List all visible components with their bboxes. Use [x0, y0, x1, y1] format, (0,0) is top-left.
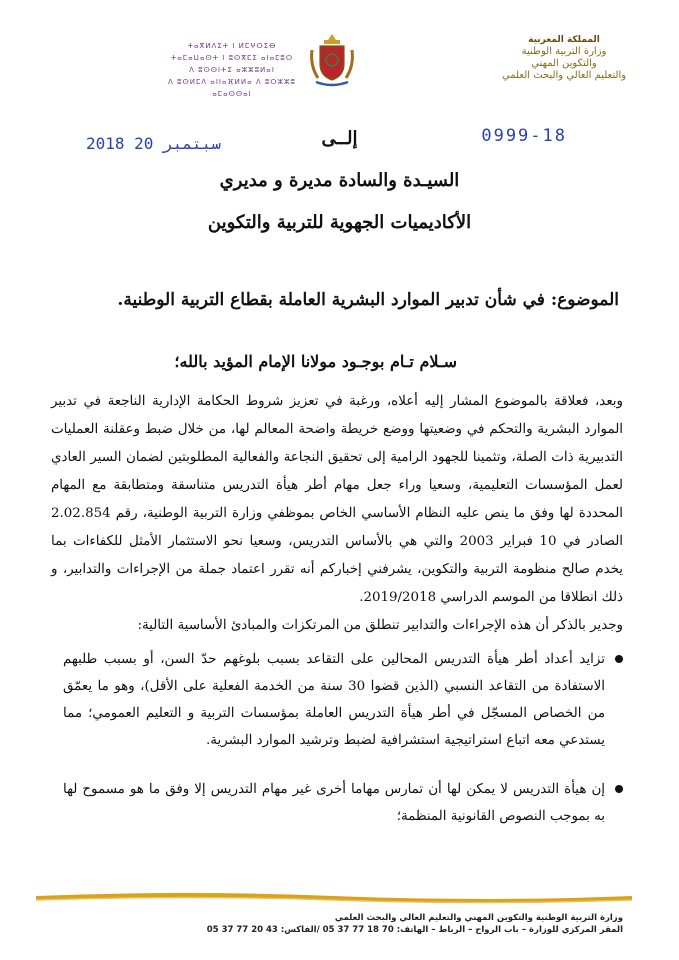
header-line-4: والتعليم العالي والبحث العلمي: [501, 70, 627, 81]
subject-line: [59, 290, 619, 310]
ministry-header-tifinagh: [152, 40, 312, 100]
royal-emblem-icon: [306, 30, 358, 90]
principles-list: [63, 646, 623, 852]
reference-number: 0999-18: [481, 126, 567, 146]
tifinagh-line-4: ⴷ ⵓⵙⵍⵎⴷ ⴰⵏⵏⴰⴼⵍⵍⴰ ⴷ ⵓⵔⵣⵣⵓ ⴰⵎⴰⵙⵙⴰⵏ: [168, 78, 296, 98]
bullet-icon: [615, 785, 623, 793]
list-item: [63, 776, 623, 830]
footer-line-1: وزارة التربية الوطنية والتكوين المهني والتعليم العالي والبحث العلمي: [334, 913, 623, 923]
list-item: [63, 646, 623, 754]
bullet-icon: [615, 655, 623, 663]
recipient-line-2: الأكاديميات الجهوية للتربية والتكوين: [207, 212, 472, 233]
tifinagh-line-3: ⴷ ⵓⵙⵙⵏⵜⵉ ⴰⵣⵣⵓⵍⴰⵏ: [189, 66, 275, 74]
subject-text: في شأن تدبير الموارد البشرية العاملة بقطاع التربية الوطنية.: [117, 290, 545, 310]
ministry-header-arabic: [489, 34, 639, 82]
recipient-to: إلــى: [321, 128, 358, 149]
greeting: سـلام تـام بوجـود مولانا الإمام المؤيد بالله؛: [174, 352, 457, 371]
footer-divider: [36, 892, 632, 904]
header-line-1: المملكة المغربية: [528, 35, 600, 45]
header-line-2: وزارة التربية الوطنية: [521, 46, 607, 57]
tifinagh-line-2: ⵜⴰⵎⴰⵡⴰⵙⵜ ⵏ ⵓⵙⴳⵎⵉ ⴰⵏⴰⵎⵓⵔ: [170, 54, 294, 62]
recipient-line-1: السيـدة والسادة مديرة و مديري: [219, 170, 460, 191]
list-item-text: تزايد أعداد أطر هيأة التدريس المحالين على التقاعد بسبب بلوغهم حدّ السن، أو بسبب طلبهم الاستفادة من التقاعد النسبي (الذين قضوا 30 سنة من الخدمة الفعلية على الأقل)، وهو ما يعمّق من الخصاص المسجّل في أطر هيأة التدريس العاملة بمؤسسات التربية و التعليم العمومي؛ مما يستدعي معه اتباع استراتيجية استشرافية لضبط وترشيد الموارد البشرية.: [63, 652, 605, 748]
tifinagh-line-1: ⵜⴰⴳⵍⴷⵉⵜ ⵏ ⵍⵎⵖⵔⵉⴱ: [187, 42, 277, 50]
body-paragraph: وبعد، فعلاقة بالموضوع المشار إليه أعلاه، ورغبة في تعزيز شروط الحكامة الإدارية الناجعة في تدبير الموارد البشرية والتحكم في وضعيتها ووضع خريطة واضحة المعالم لها، من خلال ضبط وعقلنة العمليات التدبيرية ذات الصلة، وتثمينا للجهود الرامية إلى تحقيق النجاعة والفعالية المطلوبتين لضمان السير العادي لعمل المؤسسات التعليمية، وسعيا وراء جعل مهام أطر هيأة التدريس متناسقة ومتطابقة مع المهام المحددة لها وفق ما ينص عليه النظام الأساسي الخاص بموظفي وزارة التربية الوطنية، رقم 2.02.854 الصادر في 10 فبراير 2003 والتي هي بالأساس التدريس، وسعيا نحو الاستثمار الأمثل للكفاءات بما يخدم صالح منظومة التربية والتكوين، يشرفني إخباركم أنه تقرر اعتماد جملة من الإجراءات والتدابير، و ذلك انطلاقا من الموسم الدراسي 2019/2018.: [51, 394, 623, 605]
date-stamp: 2018 سبتمبر 20: [86, 134, 221, 153]
header-line-3: والتكوين المهني: [531, 58, 597, 69]
footer-line-2: المقر المركزي للوزارة – باب الرواح – الرباط – الهاتف: 70 18 77 37 05 /الفاكس: 43 20 77 37 05: [206, 925, 623, 935]
principles-intro: وجدير بالذكر أن هذه الإجراءات والتدابير تنطلق من المرتكزات والمبادئ الأساسية التالية:: [137, 618, 623, 633]
subject-label: الموضوع:: [550, 290, 619, 310]
list-item-text: إن هيأة التدريس لا يمكن لها أن تمارس مهاما أخرى غير مهام التدريس إلا وفق ما هو مسموح لها به بموجب النصوص القانونية المنظمة؛: [63, 782, 605, 824]
footer: [63, 912, 623, 936]
